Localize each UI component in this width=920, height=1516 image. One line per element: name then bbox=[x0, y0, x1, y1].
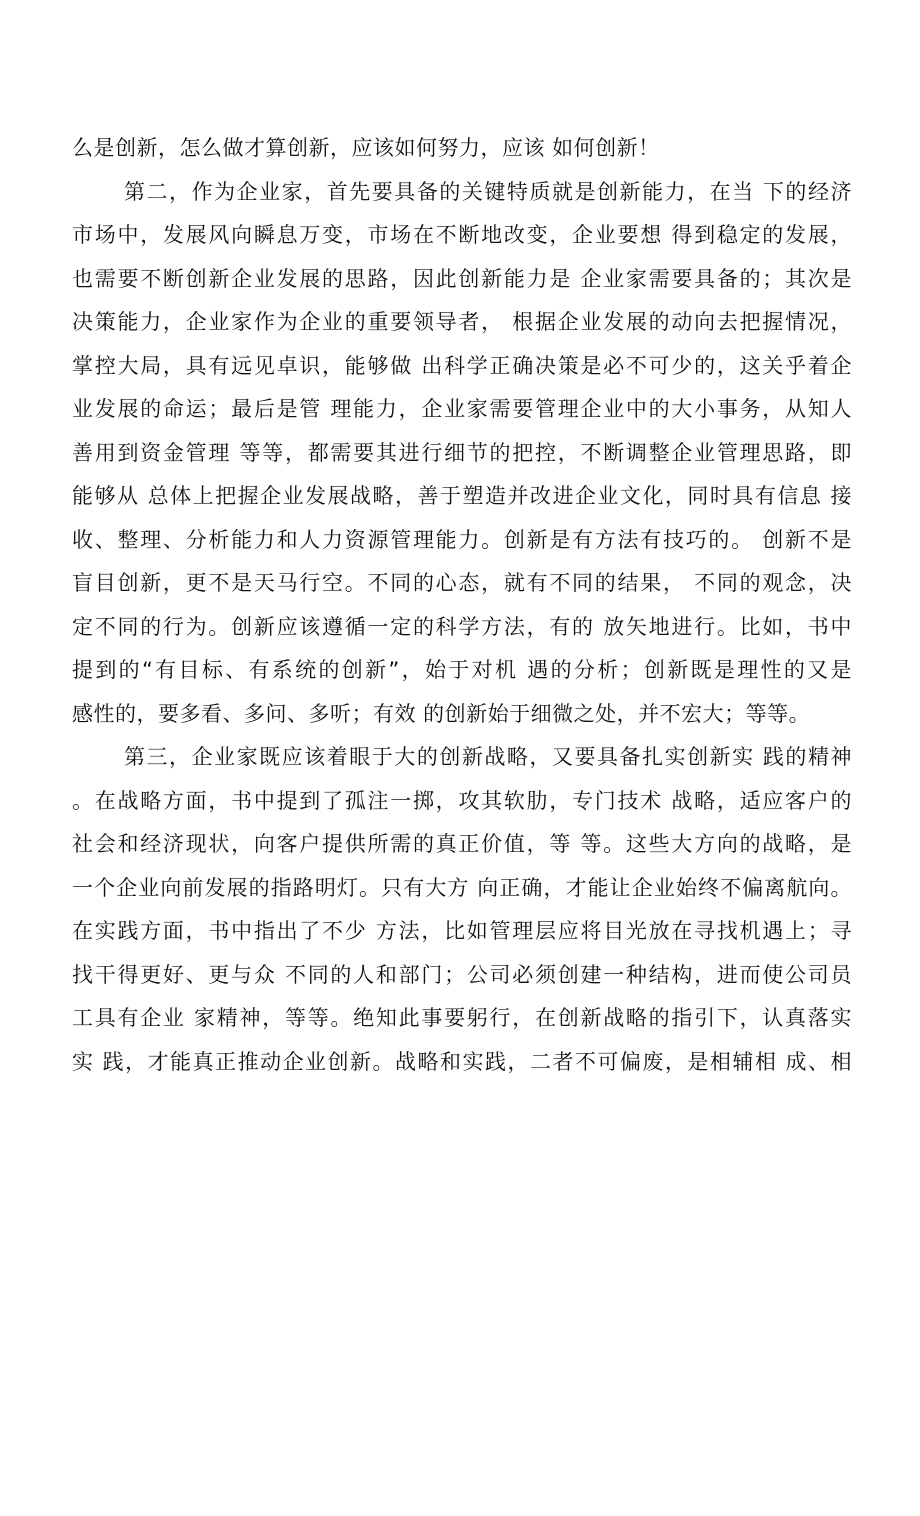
text-line: 盲目创新，更不是天马行空。不同的心态，就有不同的结果， 不同的观念，决 bbox=[72, 571, 852, 595]
text-line: 在实践方面，书中指出了不少 方法，比如管理层应将目光放在寻找机遇上；寻 bbox=[72, 919, 852, 943]
text-line: 找干得更好、更与众 不同的人和部门；公司必须创建一种结构，进而使公司员 bbox=[72, 962, 852, 987]
text-line: 善用到资金管理 等等，都需要其进行细节的把控，不断调整企业管理思路，即 bbox=[72, 440, 852, 465]
text-line: 第二，作为企业家，首先要具备的关键特质就是创新能力，在当 下的经济 bbox=[124, 179, 852, 204]
text-line: 定不同的行为。创新应该遵循一定的科学方法，有的 放矢地进行。比如，书中 bbox=[72, 614, 852, 639]
text-line: 实 践，才能真正推动企业创新。战略和实践，二者不可偏废，是相辅相 成、相 bbox=[72, 1049, 852, 1074]
text-line: 第三，企业家既应该着眼于大的创新战略，又要具备扎实创新实 践的精神 bbox=[124, 745, 852, 769]
text-line: 感性的，要多看、多问、多听；有效 的创新始于细微之处，并不宏大；等等。 bbox=[72, 701, 811, 726]
text-line: 社会和经济现状，向客户提供所需的真正价值，等 等。这些大方向的战略，是 bbox=[72, 832, 852, 856]
text-line: 么是创新，怎么做才算创新，应该如何努力，应该 如何创新！ bbox=[72, 136, 660, 160]
text-line: 收、整理、分析能力和人力资源管理能力。创新是有方法有技巧的。 创新不是 bbox=[72, 527, 852, 552]
text-line: 。在战略方面，书中提到了孤注一掷，攻其软肋，专门技术 战略，适应客户的 bbox=[72, 788, 852, 813]
paragraph bbox=[72, 127, 852, 171]
paragraph bbox=[72, 736, 852, 1084]
text-line: 一个企业向前发展的指路明灯。只有大方 向正确，才能让企业始终不偏离航向。 bbox=[72, 875, 852, 900]
text-line: 提到的“有目标、有系统的创新”，始于对机 遇的分析；创新既是理性的又是 bbox=[72, 658, 852, 682]
text-line: 也需要不断创新企业发展的思路，因此创新能力是 企业家需要具备的；其次是 bbox=[72, 266, 852, 291]
text-line: 决策能力，企业家作为企业的重要领导者， 根据企业发展的动向去把握情况， bbox=[72, 310, 852, 334]
text-line: 业发展的命运；最后是管 理能力，企业家需要管理企业中的大小事务，从知人 bbox=[72, 397, 852, 421]
text-line: 工具有企业 家精神，等等。绝知此事要躬行，在创新战略的指引下，认真落实 bbox=[72, 1006, 852, 1030]
document-body bbox=[72, 127, 852, 1084]
paragraph bbox=[72, 171, 852, 737]
text-line: 市场中，发展风向瞬息万变，市场在不断地改变，企业要想 得到稳定的发展， bbox=[72, 223, 852, 247]
text-line: 掌控大局，具有远见卓识，能够做 出科学正确决策是必不可少的，这关乎着企 bbox=[72, 353, 852, 378]
text-line: 能够从 总体上把握企业发展战略，善于塑造并改进企业文化，同时具有信息 接 bbox=[72, 484, 852, 508]
